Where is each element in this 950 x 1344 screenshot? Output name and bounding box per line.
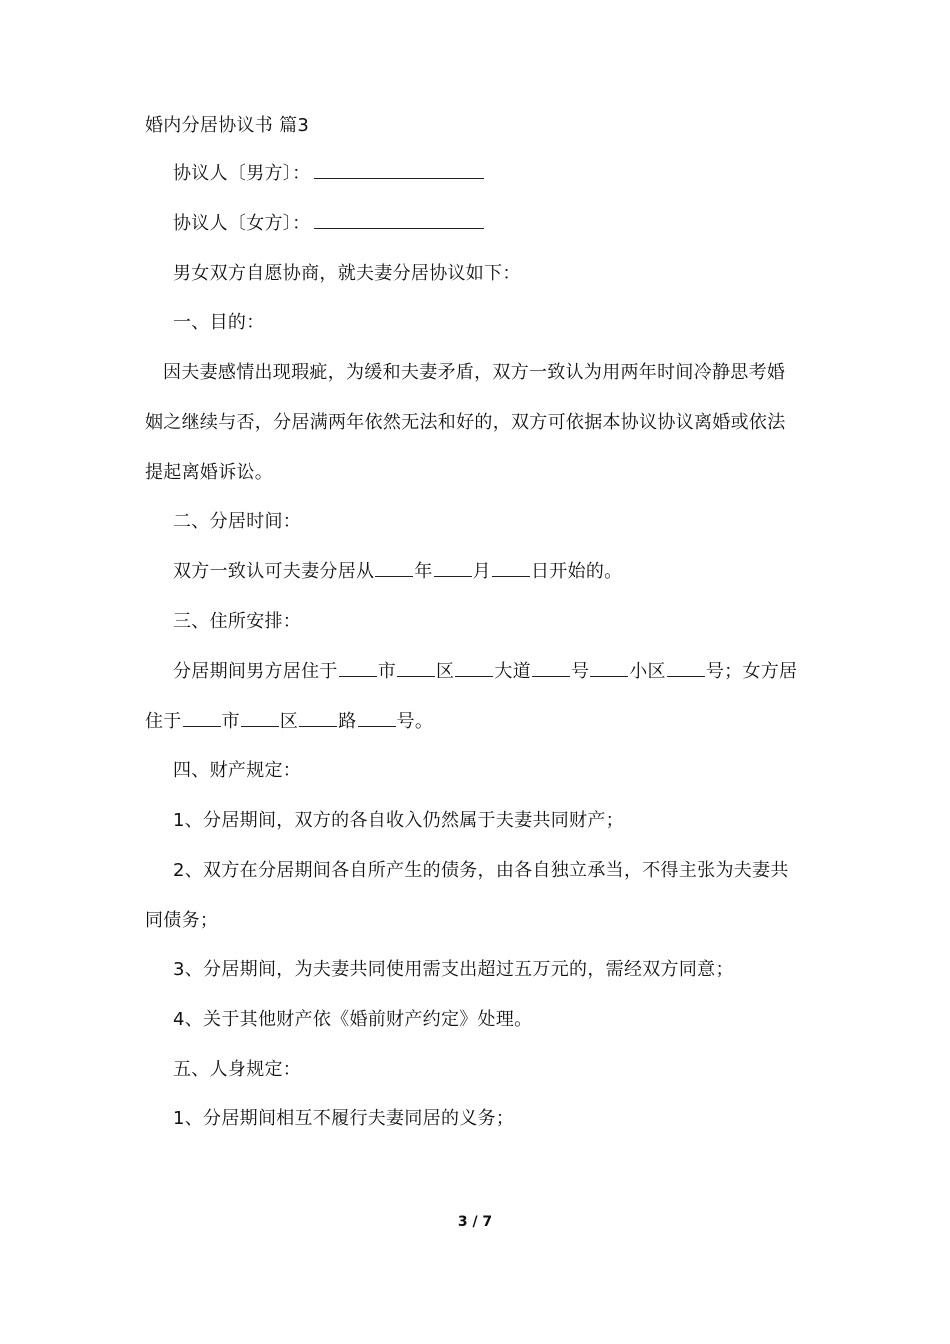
male-district-label: 区 — [436, 661, 455, 682]
party-female-label: 协议人〔女方〕： — [173, 213, 311, 234]
party-female-row — [173, 212, 484, 236]
section1-heading: 一、目的： — [173, 312, 265, 333]
month-blank — [434, 560, 472, 577]
page-number: 3 / 7 — [457, 1214, 493, 1230]
male-number-blank — [532, 660, 570, 677]
section4-heading: 四、财产规定： — [173, 760, 302, 781]
party-male-row — [173, 162, 484, 186]
section4-item-1: 1、分居期间，双方的各自收入仍然属于夫妻共同财产； — [173, 810, 624, 831]
female-number-blank — [358, 710, 396, 727]
section4-item-2-line-1: 2、双方在分居期间各自所产生的债务，由各自独立承当，不得主张为夫妻共 — [173, 860, 789, 881]
section4-item-3: 3、分居期间，为夫妻共同使用需支出超过五万元的，需经双方同意； — [173, 959, 734, 980]
male-residence-suffix: 号；女方居 — [705, 661, 798, 682]
section1-line-1: 因夫妻感情出现瑕疵，为缓和夫妻矛盾，双方一致认为用两年时间冷静思考婚 — [163, 362, 786, 383]
female-city-blank — [183, 710, 221, 727]
male-community-label: 小区 — [629, 661, 666, 682]
female-residence-suffix: 号。 — [396, 711, 434, 732]
female-road-blank — [299, 710, 337, 727]
female-residence-prefix: 住于 — [145, 711, 182, 732]
female-district-label: 区 — [279, 711, 299, 732]
intro-paragraph: 男女双方自愿协商，就夫妻分居协议如下： — [173, 263, 521, 284]
male-district-blank — [397, 660, 435, 677]
male-city-label: 市 — [377, 661, 397, 682]
male-avenue-blank — [455, 660, 493, 677]
section4-item-2-line-2: 同债务； — [145, 910, 219, 931]
section3-line-1 — [173, 660, 797, 684]
male-city-blank — [339, 660, 377, 677]
year-blank — [375, 560, 413, 577]
section2-prefix: 双方一致认可夫妻分居从 — [173, 561, 375, 582]
party-female-blank — [314, 212, 484, 229]
male-residence-prefix: 分居期间男方居住于 — [173, 661, 338, 682]
section4-item-4: 4、关于其他财产依《婚前财产约定》处理。 — [173, 1009, 533, 1030]
section3-heading: 三、住所安排： — [173, 611, 302, 632]
party-male-blank — [314, 162, 484, 179]
section5-item-1: 1、分居期间相互不履行夫妻同居的义务； — [173, 1108, 515, 1129]
male-community-blank — [590, 660, 628, 677]
section1-line-2: 姻之继续与否，分居满两年依然无法和好的，双方可依据本协议协议离婚或依法 — [145, 412, 786, 433]
female-city-label: 市 — [221, 711, 240, 732]
month-label: 月 — [472, 561, 491, 582]
section5-heading: 五、人身规定： — [173, 1059, 302, 1080]
female-district-blank — [241, 710, 279, 727]
female-road-label: 路 — [338, 711, 357, 732]
document-title: 婚内分居协议书 篇3 — [145, 115, 310, 136]
section3-line-2 — [145, 710, 433, 734]
party-male-label: 协议人〔男方〕： — [173, 163, 311, 184]
day-blank — [492, 560, 530, 577]
male-unit-blank — [667, 660, 705, 677]
section2-paragraph — [173, 560, 622, 584]
year-label: 年 — [414, 561, 433, 582]
male-avenue-label: 大道 — [494, 661, 531, 682]
day-label: 日开始的。 — [530, 561, 623, 582]
section1-line-3: 提起离婚诉讼。 — [145, 462, 274, 483]
section2-heading: 二、分居时间： — [173, 511, 302, 532]
male-number-label: 号 — [570, 661, 590, 682]
